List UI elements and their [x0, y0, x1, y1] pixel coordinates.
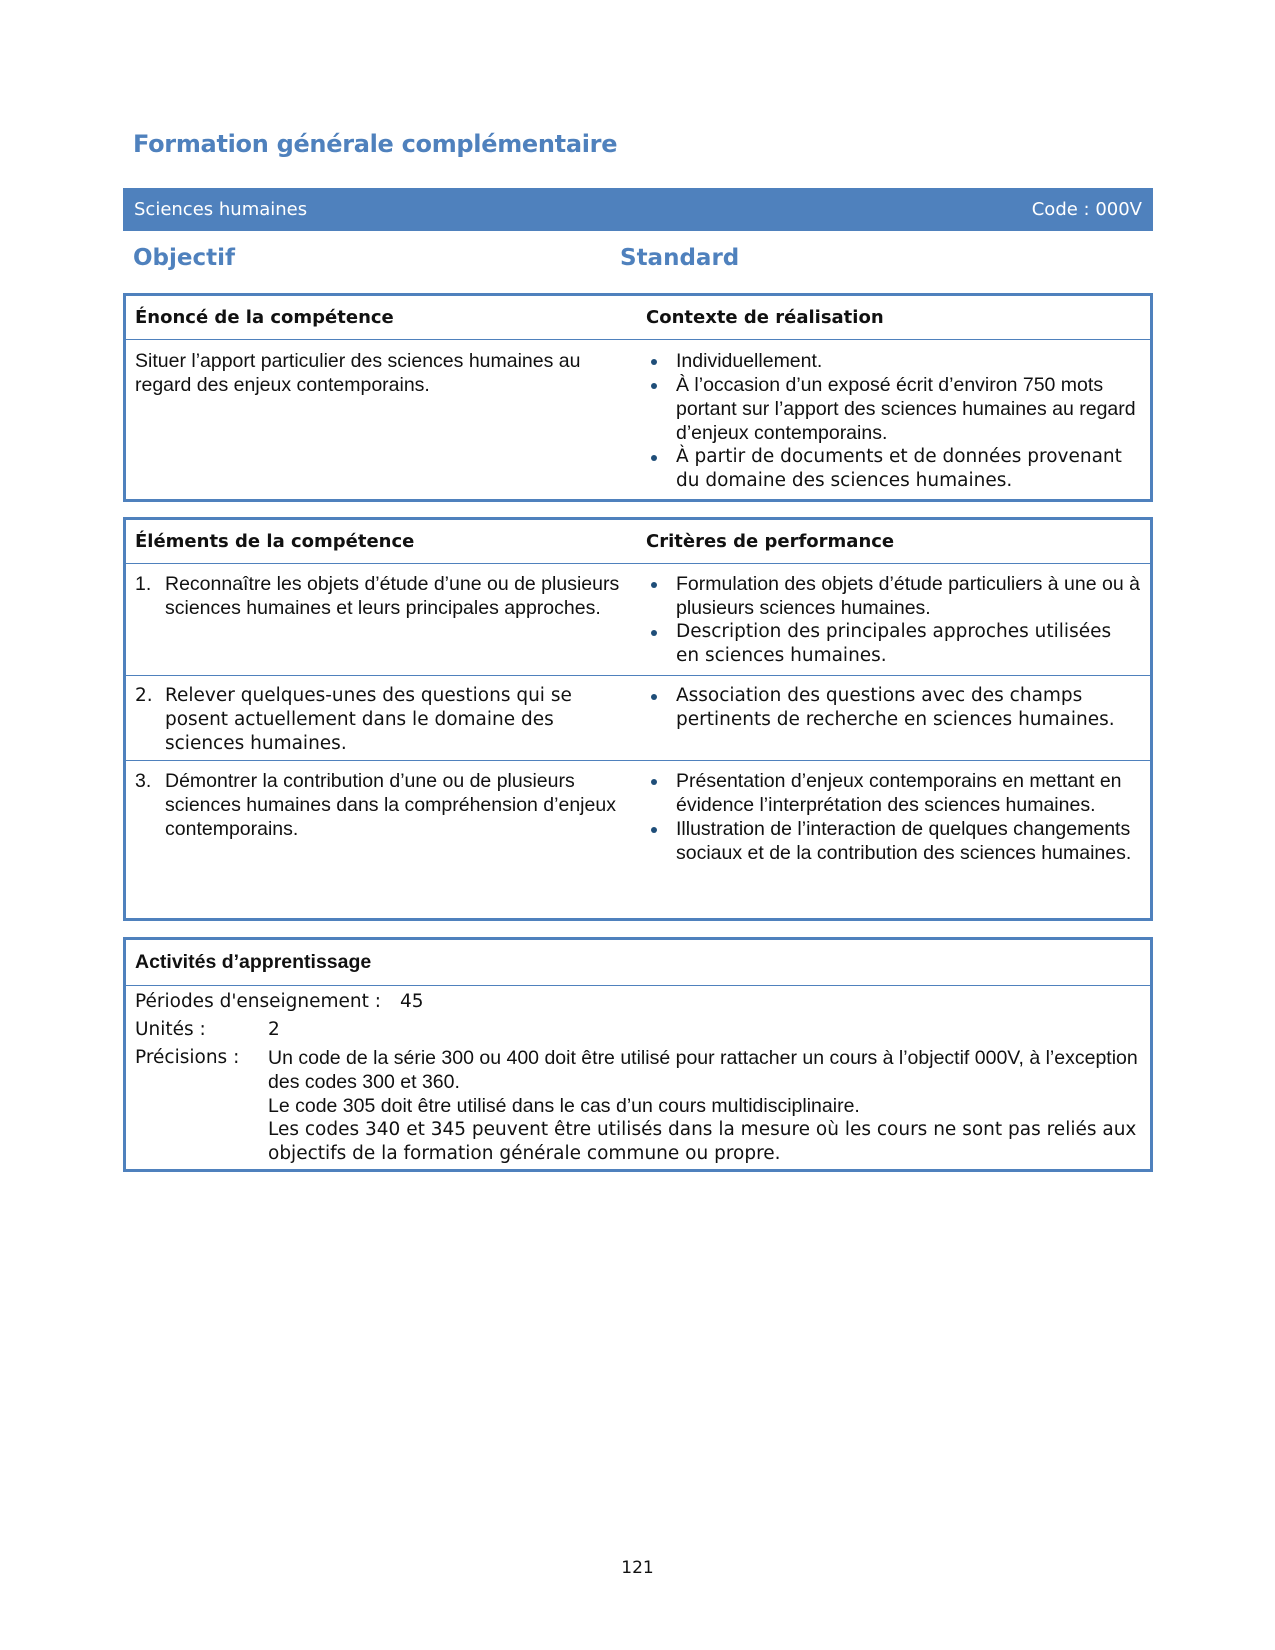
criteria-cell — [639, 572, 1150, 675]
element-2 — [126, 684, 639, 760]
page-number: 121 — [621, 1558, 654, 1578]
element-1 — [126, 572, 639, 675]
units-row — [135, 1018, 1141, 1042]
precisions-text — [268, 1046, 1141, 1166]
element-text: Démontrer la contribution d’une ou de plusieurs sciences humaines dans la compréhension d’enjeux contemporains. — [165, 770, 616, 840]
context-list — [646, 349, 1140, 493]
element-text: Reconnaître les objets d’étude d’une ou de plusieurs sciences humaines et leurs principales approches. — [165, 573, 620, 619]
element-text: Relever quelques-unes des questions qui se posent actuellement dans le domaine des sciences humaines. — [165, 685, 572, 754]
table-header-row — [126, 940, 1150, 985]
statement-header: Énoncé de la compétence — [135, 307, 394, 328]
criteria-list — [646, 684, 1140, 732]
element-3 — [126, 769, 639, 865]
criteria-cell — [639, 684, 1150, 760]
units-label: Unités : — [135, 1019, 206, 1040]
section-headings — [133, 245, 1153, 275]
discipline-name: Sciences humaines — [134, 199, 308, 220]
precision-item: Les codes 340 et 345 peuvent être utilisés dans la mesure où les cours ne sont pas reliés aux objectifs de la formation générale commune ou propre. — [268, 1119, 1137, 1164]
objective-code: Code : 000V — [1031, 199, 1142, 220]
list-item: À l’occasion d’un exposé écrit d’environ 750 mots portant sur l’apport des sciences humaines au regard d’enjeux contemporains. — [646, 373, 1140, 445]
element-number: 1. — [135, 573, 152, 595]
criteria-list — [646, 572, 1140, 668]
context-header: Contexte de réalisation — [646, 307, 884, 328]
list-item: Description des principales approches utilisées en sciences humaines. — [646, 620, 1140, 668]
context-cell — [639, 349, 1150, 493]
table-row — [126, 339, 1150, 493]
periods-label: Périodes d'enseignement : — [135, 991, 382, 1012]
precision-item: Un code de la série 300 ou 400 doit être utilisé pour rattacher un cours à l’objectif 000V, à l’exception des codes 300 et 360. — [268, 1047, 1138, 1093]
table-header-row — [126, 296, 1150, 339]
activities-body — [126, 986, 1150, 1178]
activities-table — [123, 937, 1153, 1172]
list-item: Association des questions avec des champs pertinents de recherche en sciences humaines. — [646, 684, 1140, 732]
table-row — [126, 675, 1150, 760]
criteria-list — [646, 769, 1140, 865]
periods-row — [135, 990, 1141, 1014]
competence-table — [123, 293, 1153, 502]
table-row — [126, 760, 1150, 865]
list-item: Formulation des objets d’étude particuliers à une ou à plusieurs sciences humaines. — [646, 572, 1140, 620]
activities-body-row — [126, 985, 1150, 1178]
criteria-cell — [639, 769, 1150, 865]
units-value: 2 — [268, 1019, 280, 1040]
page-title: Formation générale complémentaire — [133, 130, 618, 158]
elements-table — [123, 517, 1153, 921]
elements-header: Éléments de la compétence — [135, 531, 415, 552]
element-number: 2. — [135, 685, 153, 706]
list-item: Présentation d’enjeux contemporains en mettant en évidence l’interprétation des sciences humaines. — [646, 769, 1140, 817]
list-item: Individuellement. — [646, 349, 1140, 373]
periods-value: 45 — [400, 991, 424, 1012]
table-header-row — [126, 520, 1150, 563]
list-item: À partir de documents et de données provenant du domaine des sciences humaines. — [646, 445, 1140, 493]
table-row — [126, 563, 1150, 675]
list-item: Illustration de l’interaction de quelques changements sociaux et de la contribution des sciences humaines. — [646, 817, 1140, 865]
precisions-label: Précisions : — [135, 1047, 240, 1068]
precisions-row — [135, 1046, 1141, 1166]
activities-header: Activités d’apprentissage — [135, 951, 372, 973]
standard-heading: Standard — [620, 245, 740, 271]
objectif-heading: Objectif — [133, 245, 236, 271]
element-number: 3. — [135, 770, 152, 792]
competence-statement: Situer l’apport particulier des sciences humaines au regard des enjeux contemporains. — [135, 350, 581, 396]
precision-item: Le code 305 doit être utilisé dans le cas d’un cours multidisciplinaire. — [268, 1095, 860, 1117]
discipline-bar — [123, 188, 1153, 231]
criteria-header: Critères de performance — [646, 531, 895, 552]
